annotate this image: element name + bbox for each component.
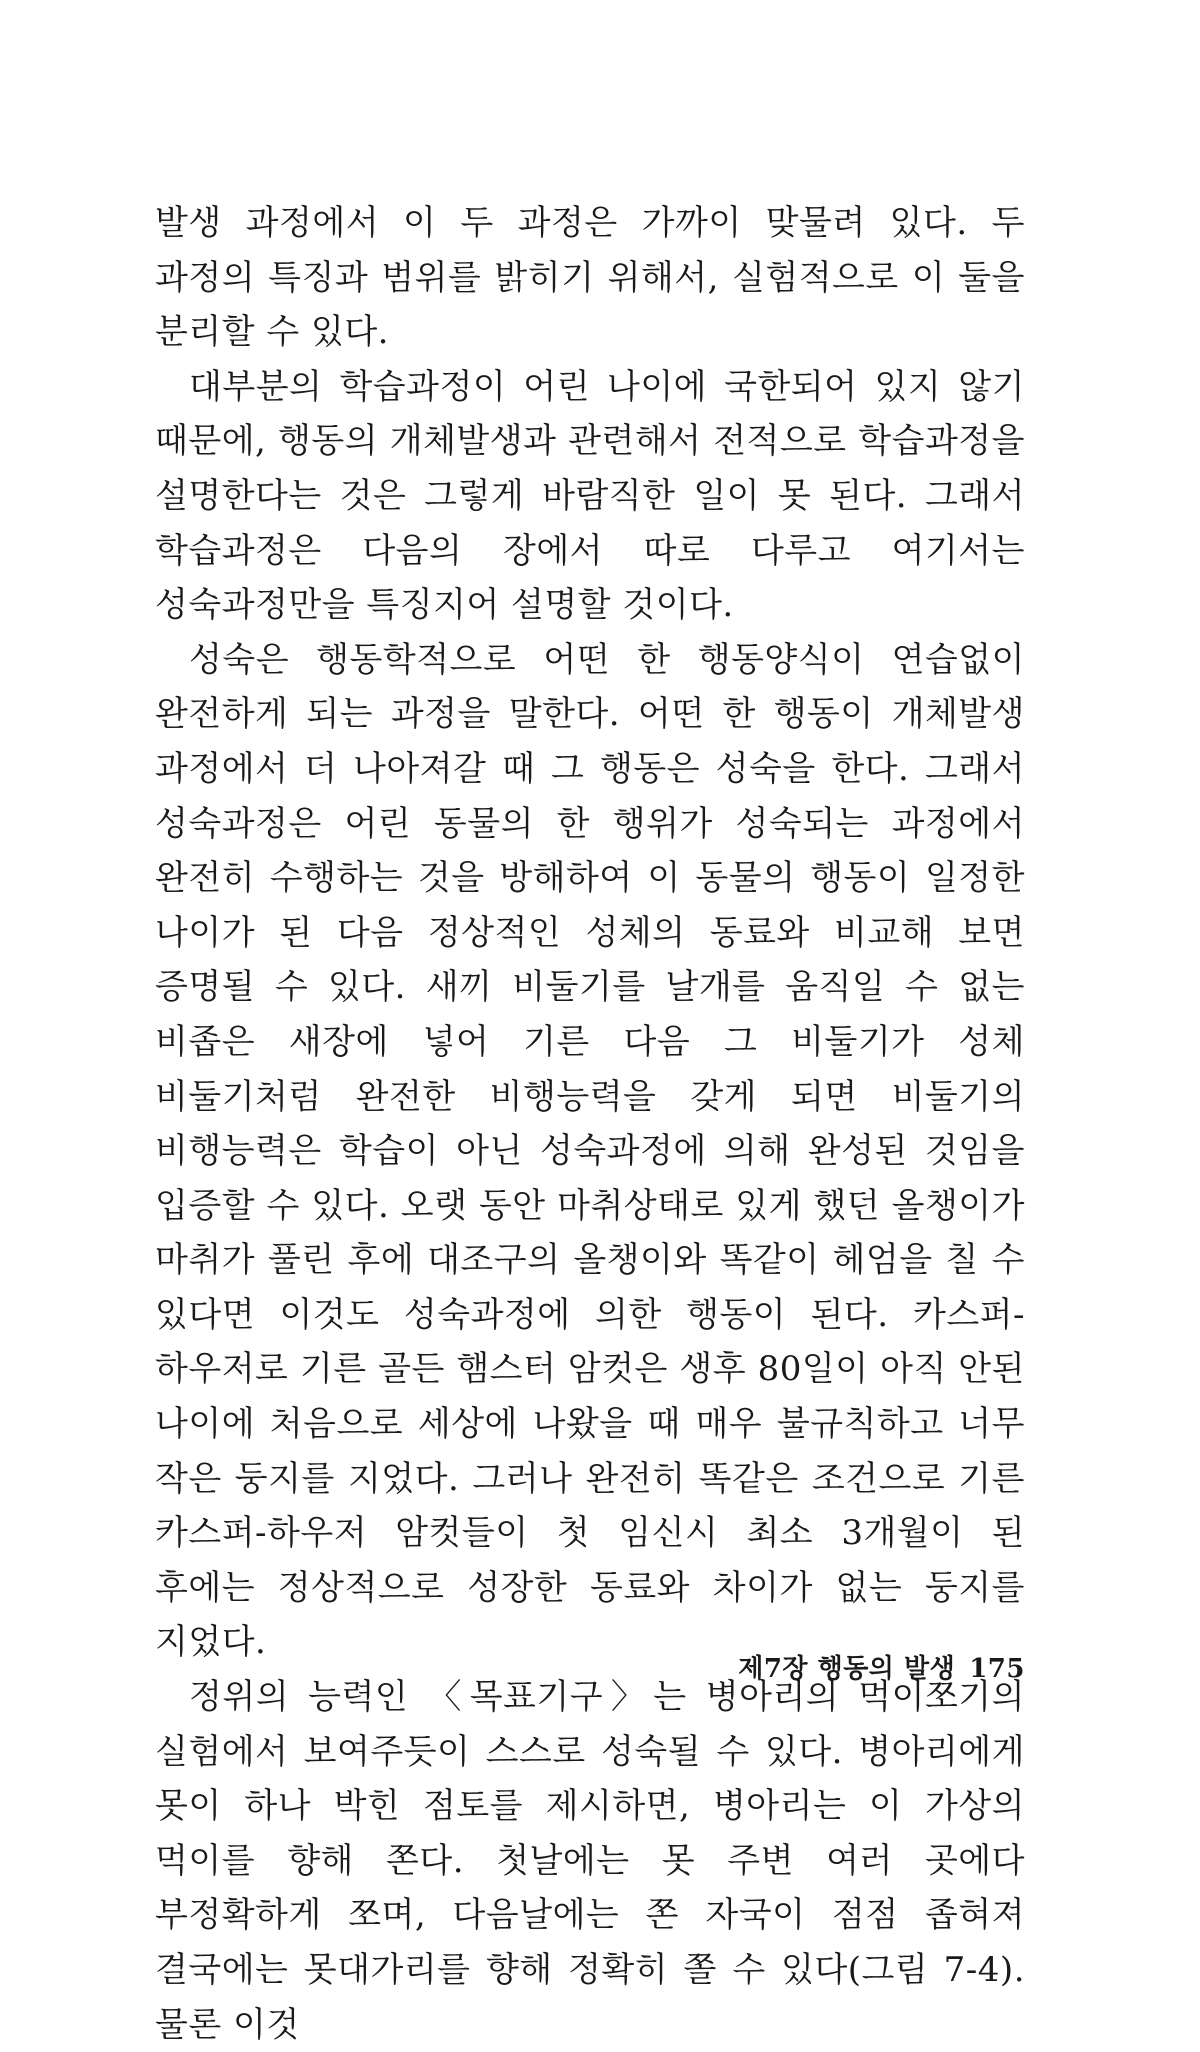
paragraph: 발생 과정에서 이 두 과정은 가까이 맞물려 있다. 두 과정의 특징과 범위를 밝히기 위해서, 실험적으로 이 둘을 분리할 수 있다. — [155, 203, 1025, 353]
running-header-chapter: 제7장 행동의 발생 — [738, 1654, 956, 1684]
body-text — [155, 196, 1025, 2052]
paragraph: 대부분의 학습과정이 어린 나이에 국한되어 있지 않기 때문에, 행동의 개체발생과 관련해서 전적으로 학습과정을 설명한다는 것은 그렇게 바람직한 일이 못 된다. 그래서 학습과정은 다음의 장에서 따로 다루고 여기서는 성숙과정만을 특징지어 설명할 것이다. — [155, 366, 1025, 626]
page-footer — [700, 1648, 1025, 1685]
paragraph: 성숙은 행동학적으로 어떤 한 행동양식이 연습없이 완전하게 되는 과정을 말한다. 어떤 한 행동이 개체발생 과정에서 더 나아져갈 때 그 행동은 성숙을 한다. 그래서 성숙과정은 어린 동물의 한 행위가 성숙되는 과정에서 완전히 수행하는 것을 방해하여 이 동물의 행동이 일정한 나이가 된 다음 정상적인 성체의 동료와 비교해 보면 증명될 수 있다. 새끼 비둘기를 날개를 움직일 수 없는 비좁은 새장에 넣어 기른 다음 그 비둘기가 성체 비둘기처럼 완전한 비행능력을 갖게 되면 비둘기의 비행능력은 학습이 아닌 성숙과정에 의해 완성된 것임을 입증할 수 있다. 오랫 동안 마취상태로 있게 했던 올챙이가 마취가 풀린 후에 대조구의 올챙이와 똑같이 헤엄을 칠 수 있다면 이것도 성숙과정에 의한 행동이 된다. 카스퍼-하우저로 기른 골든 햄스터 암컷은 생후 80일이 아직 안된 나이에 처음으로 세상에 나왔을 때 매우 불규칙하고 너무 작은 둥지를 지었다. 그러나 완전히 똑같은 조건으로 기른 카스퍼-하우저 암컷들이 첫 임신시 최소 3개월이 된 후에는 정상적으로 성장한 동료와 차이가 없는 둥지를 지었다. — [155, 639, 1025, 1663]
page-number: 175 — [969, 1654, 1025, 1684]
paragraph: 정위의 능력인 〈목표기구〉는 병아리의 먹이쪼기의 실험에서 보여주듯이 스스로 성숙될 수 있다. 병아리에게 못이 하나 박힌 점토를 제시하면, 병아리는 이 가상의 먹이를 향해 쫀다. 첫날에는 못 주변 여러 곳에다 부정확하게 쪼며, 다음날에는 쫀 자국이 점점 좁혀져 결국에는 못대가리를 향해 정확히 쫄 수 있다(그림 7-4). 물론 이것 — [155, 1677, 1025, 2045]
